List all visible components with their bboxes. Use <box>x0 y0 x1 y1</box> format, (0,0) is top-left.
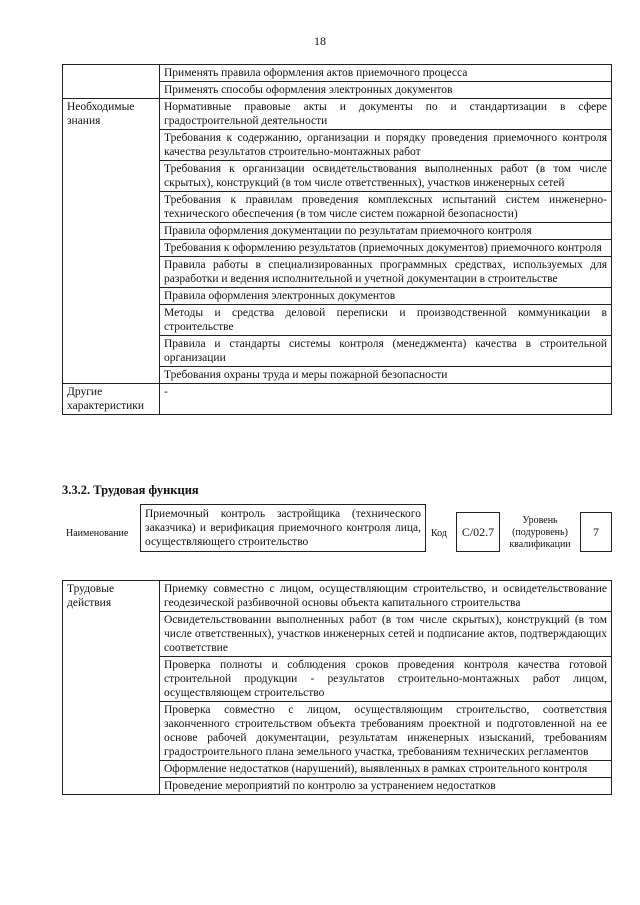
table-cell: Нормативные правовые акты и документы по и стандартизации в сфере градостроительной деятельности <box>160 99 612 130</box>
table-cell: Оформление недостатков (нарушений), выявленных в рамках строительного контроля <box>160 761 612 778</box>
section-title: 3.3.2. Трудовая функция <box>62 483 199 497</box>
table-cell: Правила оформления электронных документов <box>160 288 612 305</box>
table-row <box>63 65 612 82</box>
table-cell: Требования охраны труда и меры пожарной безопасности <box>160 367 612 384</box>
table-cell: - <box>160 384 612 415</box>
table-row <box>63 581 612 612</box>
table-cell: Правила оформления документации по результатам приемочного контроля <box>160 223 612 240</box>
row-label-other: Другие характеристики <box>63 384 160 415</box>
table-cell: Требования к оформлению результатов (приемочных документов) приемочного контроля <box>160 240 612 257</box>
function-name-box: Приемочный контроль застройщика (технического заказчика) и верификация приемочного контроля лица, осуществляющего строительство <box>140 504 426 552</box>
table-cell: Освидетельствовании выполненных работ (в том числе скрытых), конструкций (в том числе ответственных), участков инженерных сетей и подписание актов, подтверждающих соответствие <box>160 612 612 657</box>
skills-knowledge-table <box>62 64 612 415</box>
table-cell: Проверка полноты и соблюдения сроков проведения контроля качества готовой строительной продукции - результатов строительно-монтажных работ лицом, осуществляющем строительство <box>160 657 612 702</box>
table-cell: Требования к организации освидетельствования выполненных работ (в том числе скрытых), конструкций (в том числе ответственных), участков инженерных сетей <box>160 161 612 192</box>
table-cell: Проверка совместно с лицом, осуществляющим строительство, соответствия законченного строительством объекта требованиям проектной и подготовленной на ее основе рабочей документации, результатам инженерных изысканий, требованиям градостроительного плана земельного участка, требованиям технических регламентов <box>160 702 612 761</box>
level-value-box: 7 <box>580 512 612 552</box>
row-label-knowledge: Необходимые знания <box>63 99 160 384</box>
table-cell: Методы и средства деловой переписки и производственной коммуникации в строительстве <box>160 305 612 336</box>
labor-actions-table <box>62 580 612 795</box>
row-label <box>63 65 160 99</box>
table-cell: Приемку совместно с лицом, осуществляющим строительство, и освидетельствование геодезической разбивочной основы объекта капитального строительства <box>160 581 612 612</box>
table-cell: Правила работы в специализированных программных средствах, используемых для разработки и ведения исполнительной и учетной документации в строительстве <box>160 257 612 288</box>
table-cell: Правила и стандарты системы контроля (менеджмента) качества в строительной организации <box>160 336 612 367</box>
name-label: Наименование <box>66 528 129 539</box>
table-cell: Применять способы оформления электронных документов <box>160 82 612 99</box>
page-number: 18 <box>314 34 326 48</box>
level-label: Уровень (подуровень) квалификации <box>509 515 571 550</box>
row-label-actions: Трудовые действия <box>63 581 160 795</box>
table-cell: Требования к правилам проведения комплексных испытаний систем инженерно-технического обеспечения (в том числе систем пожарной безопасности) <box>160 192 612 223</box>
table-cell: Применять правила оформления актов приемочного процесса <box>160 65 612 82</box>
code-value-box: C/02.7 <box>456 512 500 552</box>
code-label: Код <box>431 528 447 539</box>
table-row <box>63 384 612 415</box>
table-row <box>63 99 612 130</box>
table-cell: Требования к содержанию, организации и порядку проведения приемочного контроля качества результатов строительно-монтажных работ <box>160 130 612 161</box>
table-cell: Проведение мероприятий по контролю за устранением недостатков <box>160 778 612 795</box>
